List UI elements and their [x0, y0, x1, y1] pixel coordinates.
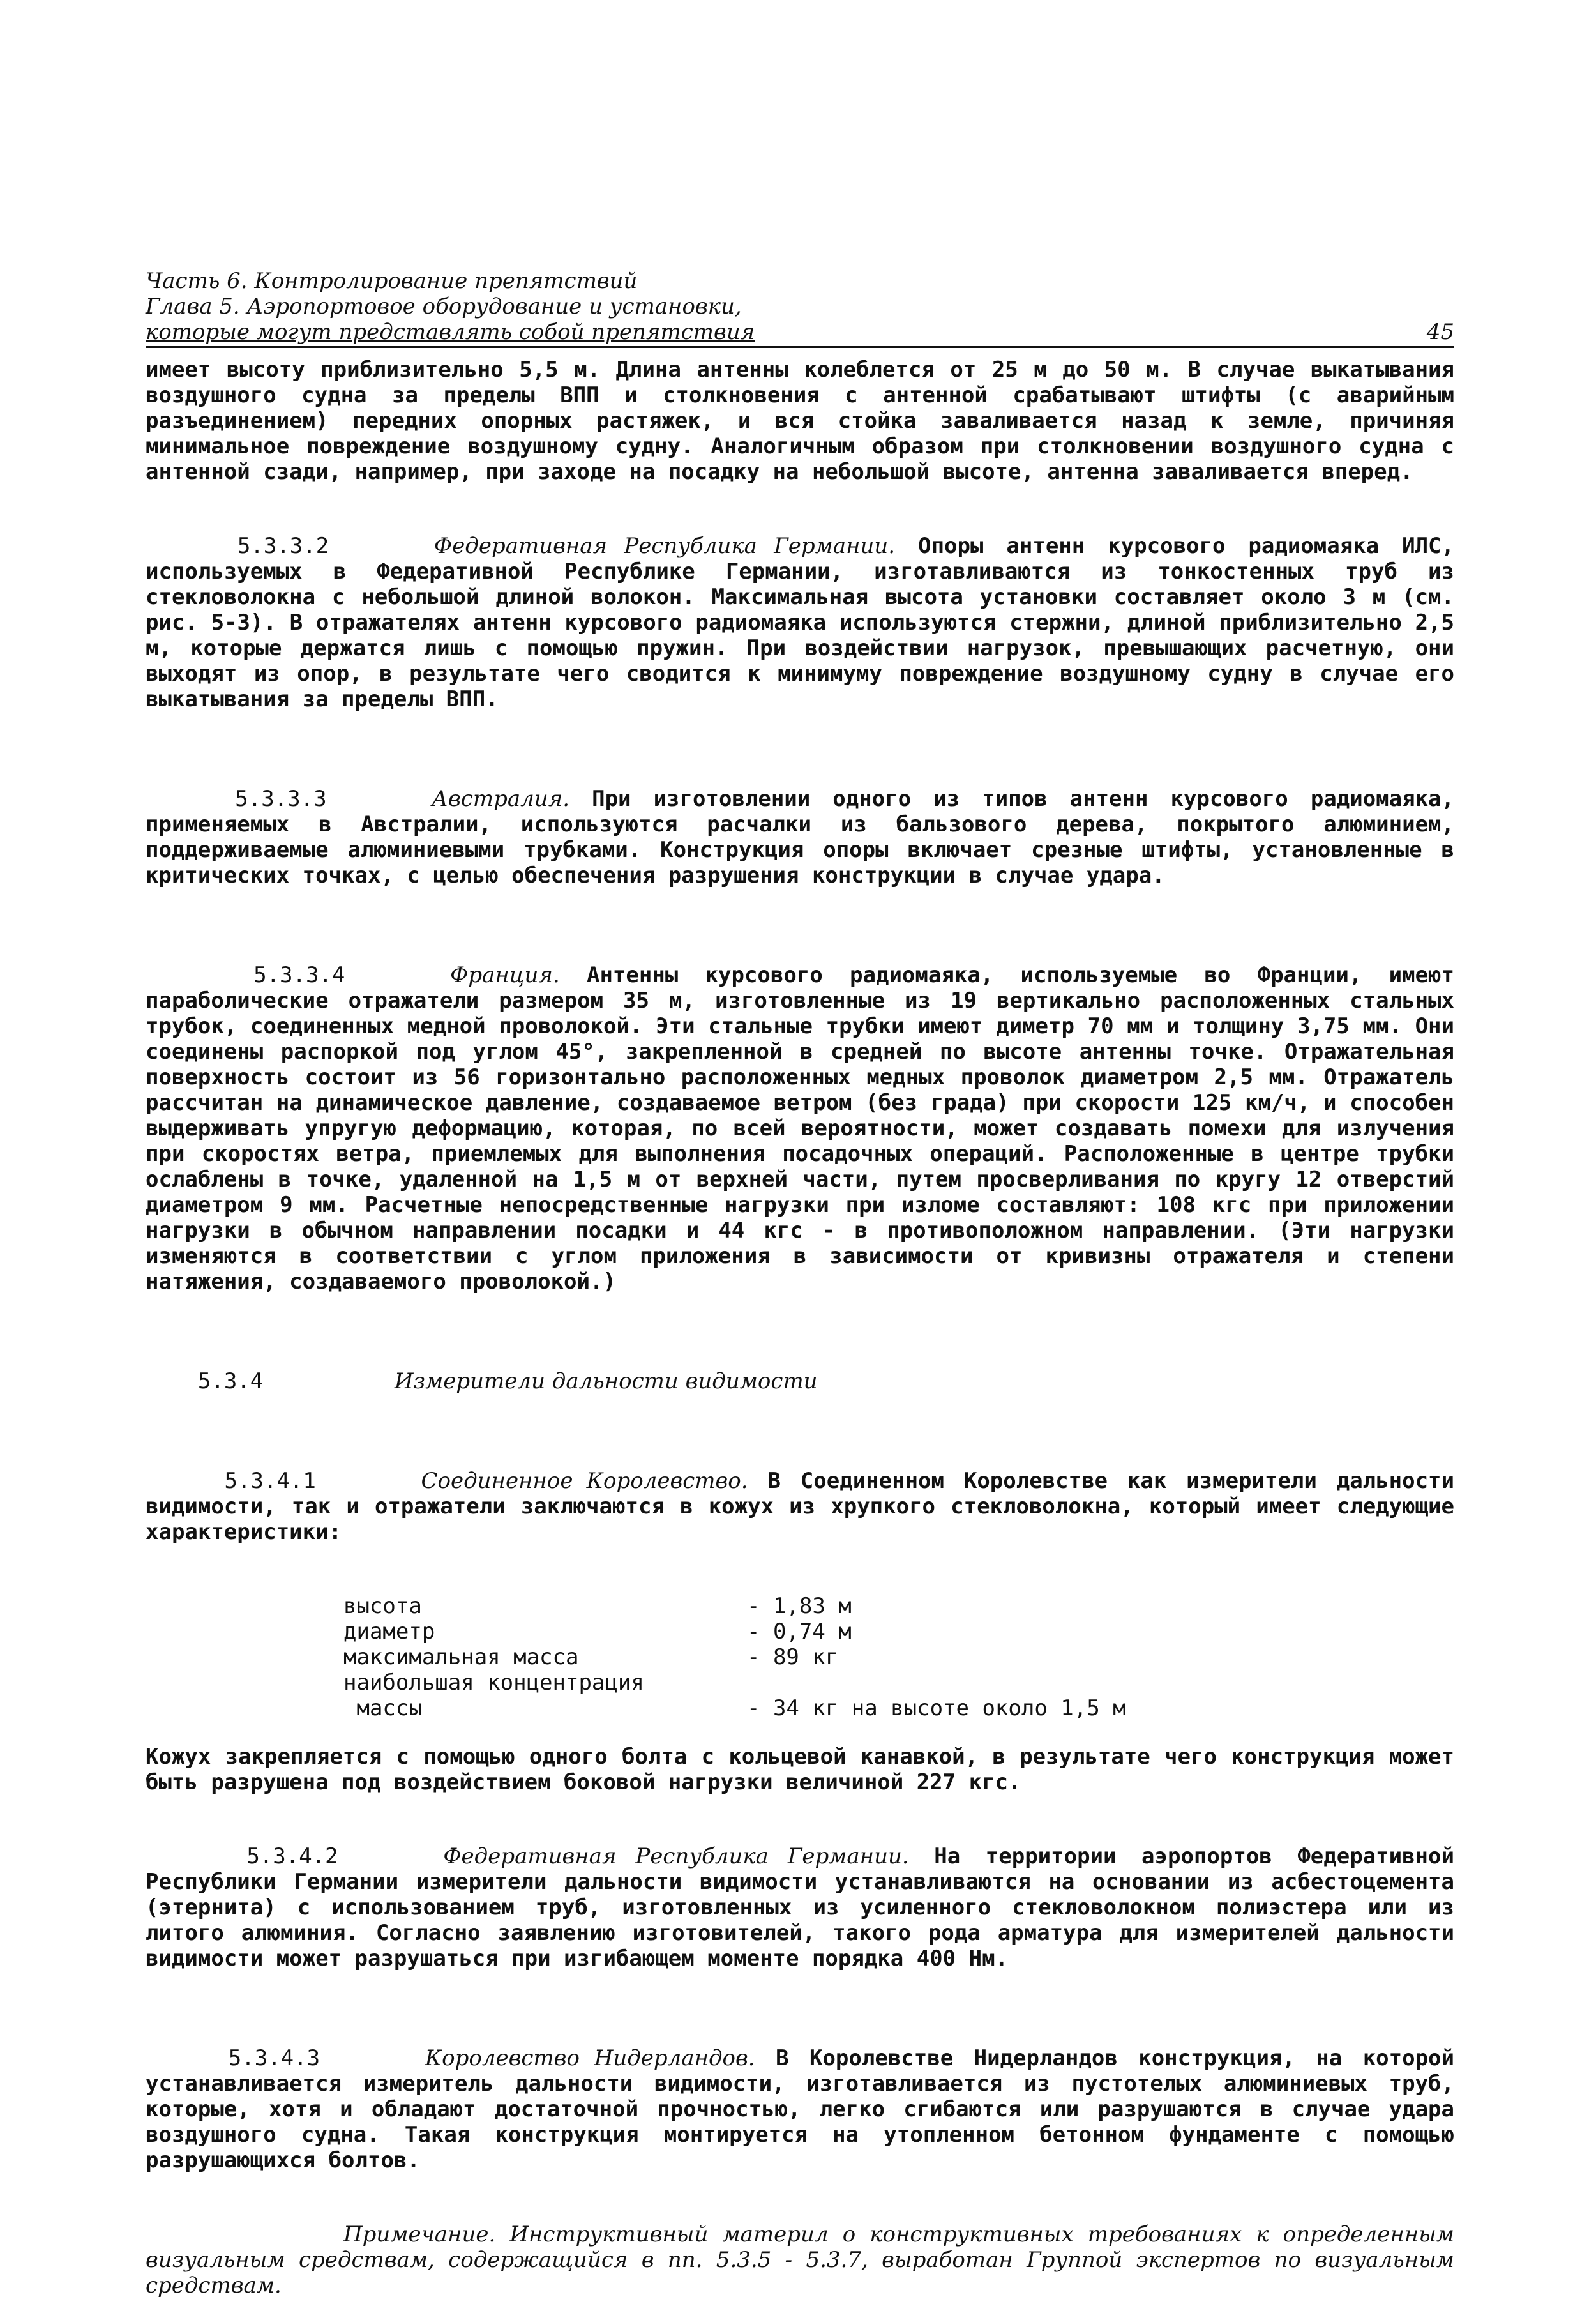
spec-row — [343, 1670, 1454, 1695]
spec-value: - 1,83 м — [747, 1593, 852, 1619]
section-number: 5.3.3.4 — [253, 962, 345, 988]
header-part: Часть 6. Контролирование препятствий — [146, 268, 638, 294]
spec-label: наибольшая концентрация — [343, 1670, 644, 1695]
section-number: 5.3.4.2 — [246, 1844, 338, 1869]
spec-label: диаметр — [343, 1619, 435, 1644]
spec-row — [343, 1644, 1454, 1670]
spec-row — [343, 1593, 1454, 1619]
section-title: Австралия. — [432, 786, 570, 812]
section-number: 5.3.3.3 — [235, 786, 327, 812]
section-5-3-3-4 — [146, 937, 1468, 1320]
spec-value: - 0,74 м — [747, 1619, 852, 1644]
section-title: Измерители дальности видимости — [394, 1368, 818, 1394]
section-number: 5.3.3.2 — [237, 533, 329, 559]
page-number: 45 — [1426, 319, 1454, 345]
spec-row — [343, 1619, 1454, 1644]
spec-label: высота — [343, 1593, 422, 1619]
intro-paragraph: имеет высоту приблизительно 5,5 м. Длина антенны колеблется от 25 м до 50 м. В случае выкатывания воздушного судна за пределы ВПП и столкновения с антенной срабатывают штифты (с аварийным разъединением) передних опорных растяжек, и вся стойка заваливается назад к земле, причиняя минимальное повреждение воздушному судну. Аналогичным образом при столкновении воздушного судна с антенной сзади, например, при заходе на посадку на небольшой высоте, антенна заваливается вперед. — [146, 357, 1468, 485]
section-5-3-3-3 — [146, 761, 1468, 914]
section-text: В Соединенном Королевстве как измерители дальности видимости, так и отражатели заключаются в кожух из хрупкого стекловолокна, который имеет следующие характеристики: — [146, 1468, 1468, 1545]
section-5-3-4-heading — [146, 1343, 1454, 1420]
specs-table — [343, 1593, 1454, 1721]
spec-value: - 34 кг на высоте около 1,5 м — [747, 1695, 1126, 1721]
section-number: 5.3.4 — [197, 1368, 264, 1394]
section-title: Соединенное Королевство. — [421, 1468, 748, 1494]
section-text: В Королевстве Нидерландов конструкция, на которой устанавливается измеритель дальности видимости, изготавливается из пустотелых алюминиевых труб, которые, хотя и обладают достаточной прочностью, легко сгибаются или разрушаются в случае удара воздушного судна. Такая конструкция монтируется на утопленном бетонном фундаменте с помощью разрушающихся болтов. — [146, 2045, 1468, 2173]
section-text: Антенны курсового радиомаяка, используемые во Франции, имеют параболические отражатели размером 35 м, изготовленные из 19 вертикально расположенных стальных трубок, соединенных медной проволокой. Эти стальные трубки имеют диметр 70 мм и толщину 3,75 мм. Они соединены распоркой под углом 45°, закрепленной в средней по высоте антенны точке. Отражательная поверхность состоит из 56 горизонтально расположенных медных проволок диаметром 2,5 мм. Отражатель рассчитан на динамическое давление, создаваемое ветром (без града) при скорости 125 км/ч, и способен выдерживать упругую деформацию, которая, по всей вероятности, может создавать помехи для излучения при скоростях ветра, приемлемых для выполнения посадочных операций. Расположенные в центре трубки ослаблены в точке, удаленной на 1,5 м от верхней части, путем просверливания по кругу 12 отверстий диаметром 9 мм. Расчетные непосредственные нагрузки при изломе составляют: 108 кгс при приложении нагрузки в обычном направлении посадки и 44 кгс - в противоположном направлении. (Эти нагрузки изменяются в соответствии с углом приложения в зависимости от кривизны отражателя и степени натяжения, создаваемого проволокой.) — [146, 962, 1468, 1294]
header-chapter: Глава 5. Аэропортовое оборудование и установки, — [146, 294, 742, 319]
section-5-3-4-3 — [146, 2020, 1468, 2199]
section-number: 5.3.4.3 — [228, 2045, 320, 2071]
spec-label: массы — [343, 1695, 422, 1721]
document-page — [146, 268, 1468, 2320]
section-5-3-4-1-after: Кожух закрепляется с помощью одного болта с кольцевой канавкой, в результате чего конструкция может быть разрушена под воздействием боковой нагрузки величиной 227 кгс. — [146, 1744, 1468, 1795]
section-text: Опоры антенн курсового радиомаяка ИЛС, используемых в Федеративной Республике Германии, изготавливаются из тонкостенных труб из стекловолокна с небольшой длиной волокон. Максимальная высота установки составляет около 3 м (см. рис. 5-3). В отражателях антенн курсового радиомаяка используются стержни, длиной приблизительно 2,5 м, которые держатся лишь с помощью пружин. При воздействии нагрузок, превышающих расчетную, они выходят из опор, в результате чего сводится к минимуму повреждение воздушному судну в случае его выкатывания за пределы ВПП. — [146, 533, 1468, 712]
header-chapter-continued — [146, 319, 1454, 348]
header-chapter-tail: которые могут представлять собой препятствия — [146, 319, 755, 345]
section-title: Федеративная Республика Германии. — [443, 1844, 909, 1869]
note-paragraph: Примечание. Инструктивный материл о конструктивных требованиях к определенным визуальным средствам, содержащийся в пп. 5.3.5 - 5.3.7, выработан Группой экспертов по визуальным средствам. — [146, 2222, 1454, 2298]
spec-label: максимальная масса — [343, 1644, 579, 1670]
section-5-3-4-1 — [146, 1443, 1468, 1570]
section-text: На территории аэропортов Федеративной Республики Германии измерители дальности видимости устанавливаются на основании из асбестоцемента (этернита) с использованием труб, изготовленных из усиленного стекловолокном полиэстера или из литого алюминия. Согласно заявлению изготовителей, такого рода арматура для измерителей дальности видимости может разрушаться при изгибающем моменте порядка 400 Нм. — [146, 1844, 1468, 1971]
section-title: Франция. — [450, 962, 560, 988]
section-title: Королевство Нидерландов. — [425, 2045, 755, 2071]
section-title: Федеративная Республика Германии. — [433, 533, 896, 559]
running-header — [146, 268, 1454, 348]
section-text: При изготовлении одного из типов антенн курсового радиомаяка, применяемых в Австралии, используются расчалки из бальзового дерева, покрытого алюминием, поддерживаемые алюминиевыми трубками. Конструкция опоры включает срезные штифты, установленные в критических точках, с целью обеспечения разрушения конструкции в случае удара. — [146, 786, 1468, 888]
section-number: 5.3.4.1 — [224, 1468, 316, 1494]
section-5-3-3-2 — [146, 508, 1468, 738]
section-5-3-4-2 — [146, 1818, 1468, 1997]
spec-value: - 89 кг — [747, 1644, 839, 1670]
spec-row — [343, 1695, 1454, 1721]
